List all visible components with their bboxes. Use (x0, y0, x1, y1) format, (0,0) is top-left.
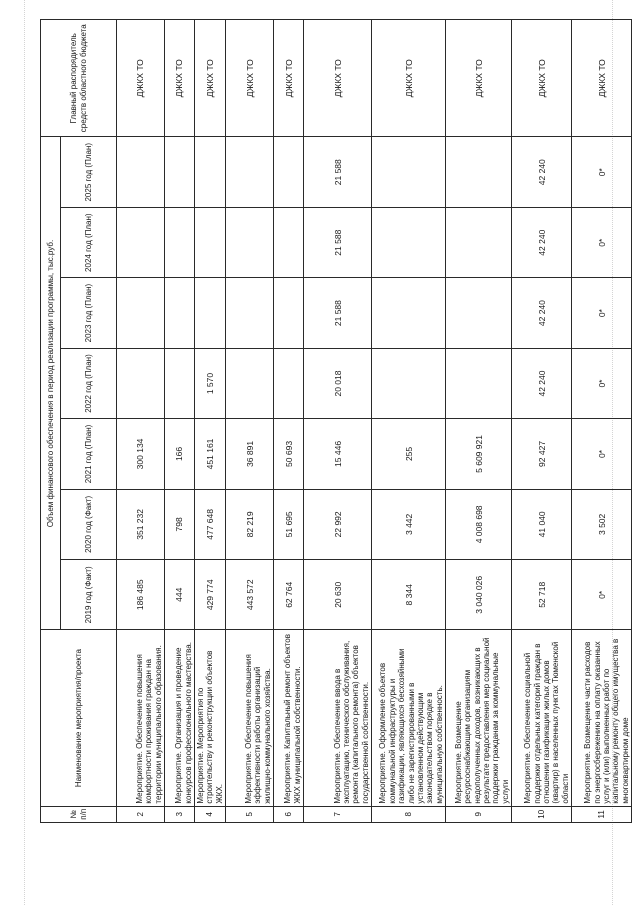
cell-year-2025 (446, 137, 512, 207)
row-number: 8 (372, 806, 446, 822)
row-grbs: ДЖКХ ТО (274, 20, 304, 138)
cell-year-2021: 300 134 (117, 419, 165, 489)
cell-year-2020: 3 442 (372, 489, 446, 559)
row-number: 9 (446, 806, 512, 822)
row-grbs: ДЖКХ ТО (304, 20, 372, 138)
cell-year-2022 (274, 348, 304, 418)
cell-year-2024 (226, 207, 274, 277)
cell-year-2023 (446, 278, 512, 348)
scan-edge-line (24, 0, 25, 905)
row-number: 11 (572, 806, 632, 822)
row-name: Мероприятие. Возмещение ресурсоснабжающим организациям недополученных доходов, возникающих в результате предоставления мер социальной поддержки гражданам за коммунальные услуги (446, 630, 512, 806)
cell-year-2019: 0* (572, 560, 632, 630)
table-row (226, 20, 274, 823)
cell-year-2020: 4 008 698 (446, 489, 512, 559)
cell-year-2021: 36 891 (226, 419, 274, 489)
row-name: Мероприятие. Обеспечение ввода в эксплуатацию, технического обслуживания, ремонта (капитального ремонта) объектов государственной собственности. (304, 630, 372, 806)
table-row (304, 20, 372, 823)
row-name: Мероприятие. Обеспечение повышения эффективности работы организаций жилищно-коммунального хозяйства. (226, 630, 274, 806)
cell-year-2021: 15 446 (304, 419, 372, 489)
table-row (165, 20, 195, 823)
cell-year-2023 (226, 278, 274, 348)
funding-table (40, 19, 632, 823)
cell-year-2023 (274, 278, 304, 348)
cell-year-2021: 5 609 921 (446, 419, 512, 489)
cell-year-2020: 3 502 (572, 489, 632, 559)
cell-year-2021: 166 (165, 419, 195, 489)
header-2022: 2022 год (План) (61, 348, 117, 418)
row-number: 4 (195, 806, 226, 822)
row-grbs: ДЖКХ ТО (512, 20, 572, 138)
cell-year-2022 (372, 348, 446, 418)
header-num: № п/п (41, 806, 117, 822)
cell-year-2023 (117, 278, 165, 348)
header-grbs: Главный распорядитель средств областного бюджета (41, 20, 117, 138)
cell-year-2022 (117, 348, 165, 418)
row-grbs: ДЖКХ ТО (372, 20, 446, 138)
row-name: Мероприятие. Обеспечение повышения комфортности проживания граждан на территории муниципального образования. (117, 630, 165, 806)
cell-year-2021: 255 (372, 419, 446, 489)
table-row (446, 20, 512, 823)
header-2023: 2023 год (План) (61, 278, 117, 348)
cell-year-2020: 351 232 (117, 489, 165, 559)
cell-year-2024 (446, 207, 512, 277)
row-grbs: ДЖКХ ТО (165, 20, 195, 138)
cell-year-2020: 22 992 (304, 489, 372, 559)
cell-year-2023: 21 588 (304, 278, 372, 348)
cell-year-2021: 451 161 (195, 419, 226, 489)
cell-year-2019: 429 774 (195, 560, 226, 630)
row-grbs: ДЖКХ ТО (226, 20, 274, 138)
cell-year-2020: 41 040 (512, 489, 572, 559)
cell-year-2021: 50 693 (274, 419, 304, 489)
cell-year-2025 (226, 137, 274, 207)
cell-year-2024 (274, 207, 304, 277)
header-name: Наименование мероприятия/проекта (41, 630, 117, 806)
cell-year-2024 (195, 207, 226, 277)
cell-year-2024: 42 240 (512, 207, 572, 277)
row-number: 5 (226, 806, 274, 822)
cell-year-2025 (372, 137, 446, 207)
row-grbs: ДЖКХ ТО (195, 20, 226, 138)
cell-year-2022 (226, 348, 274, 418)
header-2024: 2024 год (План) (61, 207, 117, 277)
cell-year-2025 (165, 137, 195, 207)
row-name: Мероприятие. Организация и проведение конкурсов профессионального мастерства. (165, 630, 195, 806)
row-name: Мероприятие. Обеспечение социальной поддержки отдельных категорий граждан в отношении газификации жилых домов (квартир) в населенных пунктах Тюменской области (512, 630, 572, 806)
row-grbs: ДЖКХ ТО (446, 20, 512, 138)
row-name: Мероприятие. Возмещение части расходов по энергосбережению на оплату оказанных услуг и (или) выполненных работ по капитальному ремонту общего имущества в многоквартирном доме (572, 630, 632, 806)
cell-year-2019: 62 764 (274, 560, 304, 630)
cell-year-2023 (195, 278, 226, 348)
row-grbs: ДЖКХ ТО (572, 20, 632, 138)
cell-year-2025 (274, 137, 304, 207)
table-row (372, 20, 446, 823)
row-name: Мероприятие. Капитальный ремонт объектов ЖКХ муниципальной собственности. (274, 630, 304, 806)
cell-year-2019: 20 630 (304, 560, 372, 630)
table-row (195, 20, 226, 823)
cell-year-2025 (195, 137, 226, 207)
table-row (274, 20, 304, 823)
cell-year-2019: 8 344 (372, 560, 446, 630)
row-number: 3 (165, 806, 195, 822)
row-number: 7 (304, 806, 372, 822)
cell-year-2019: 443 572 (226, 560, 274, 630)
cell-year-2022: 20 018 (304, 348, 372, 418)
cell-year-2022 (446, 348, 512, 418)
row-name: Мероприятие. Мероприятия по строительству и реконструкции объектов ЖКХ. (195, 630, 226, 806)
cell-year-2023: 42 240 (512, 278, 572, 348)
cell-year-2024: 21 588 (304, 207, 372, 277)
cell-year-2024 (117, 207, 165, 277)
table-row (117, 20, 165, 823)
row-number: 6 (274, 806, 304, 822)
row-number: 10 (512, 806, 572, 822)
cell-year-2022: 42 240 (512, 348, 572, 418)
cell-year-2019: 444 (165, 560, 195, 630)
cell-year-2022: 1 570 (195, 348, 226, 418)
cell-year-2020: 477 648 (195, 489, 226, 559)
header-2025: 2025 год (План) (61, 137, 117, 207)
cell-year-2025: 42 240 (512, 137, 572, 207)
cell-year-2024 (165, 207, 195, 277)
row-grbs: ДЖКХ ТО (117, 20, 165, 138)
cell-year-2019: 186 485 (117, 560, 165, 630)
header-2020: 2020 год (Факт) (61, 489, 117, 559)
cell-year-2022: 0* (572, 348, 632, 418)
cell-year-2025: 0* (572, 137, 632, 207)
cell-year-2020: 82 219 (226, 489, 274, 559)
cell-year-2020: 798 (165, 489, 195, 559)
cell-year-2024: 0* (572, 207, 632, 277)
cell-year-2023 (372, 278, 446, 348)
cell-year-2024 (372, 207, 446, 277)
cell-year-2025 (117, 137, 165, 207)
table-row (572, 20, 632, 823)
row-name: Мероприятие. Оформление объектов коммунальной инфраструктуры и газификации, являющихся бесхозяйными либо не зарегистрированными в установленном действующим законодательством порядке в муниципальную собственность. (372, 630, 446, 806)
cell-year-2023: 0* (572, 278, 632, 348)
row-number: 2 (117, 806, 165, 822)
table-row (512, 20, 572, 823)
cell-year-2019: 52 718 (512, 560, 572, 630)
cell-year-2023 (165, 278, 195, 348)
header-funding: Объем финансового обеспечения в период реализации программы, тыс.руб. (41, 137, 61, 630)
header-2021: 2021 год (План) (61, 419, 117, 489)
cell-year-2021: 92 427 (512, 419, 572, 489)
cell-year-2025: 21 588 (304, 137, 372, 207)
cell-year-2021: 0* (572, 419, 632, 489)
cell-year-2022 (165, 348, 195, 418)
cell-year-2019: 3 040 026 (446, 560, 512, 630)
header-2019: 2019 год (Факт) (61, 560, 117, 630)
cell-year-2020: 51 695 (274, 489, 304, 559)
